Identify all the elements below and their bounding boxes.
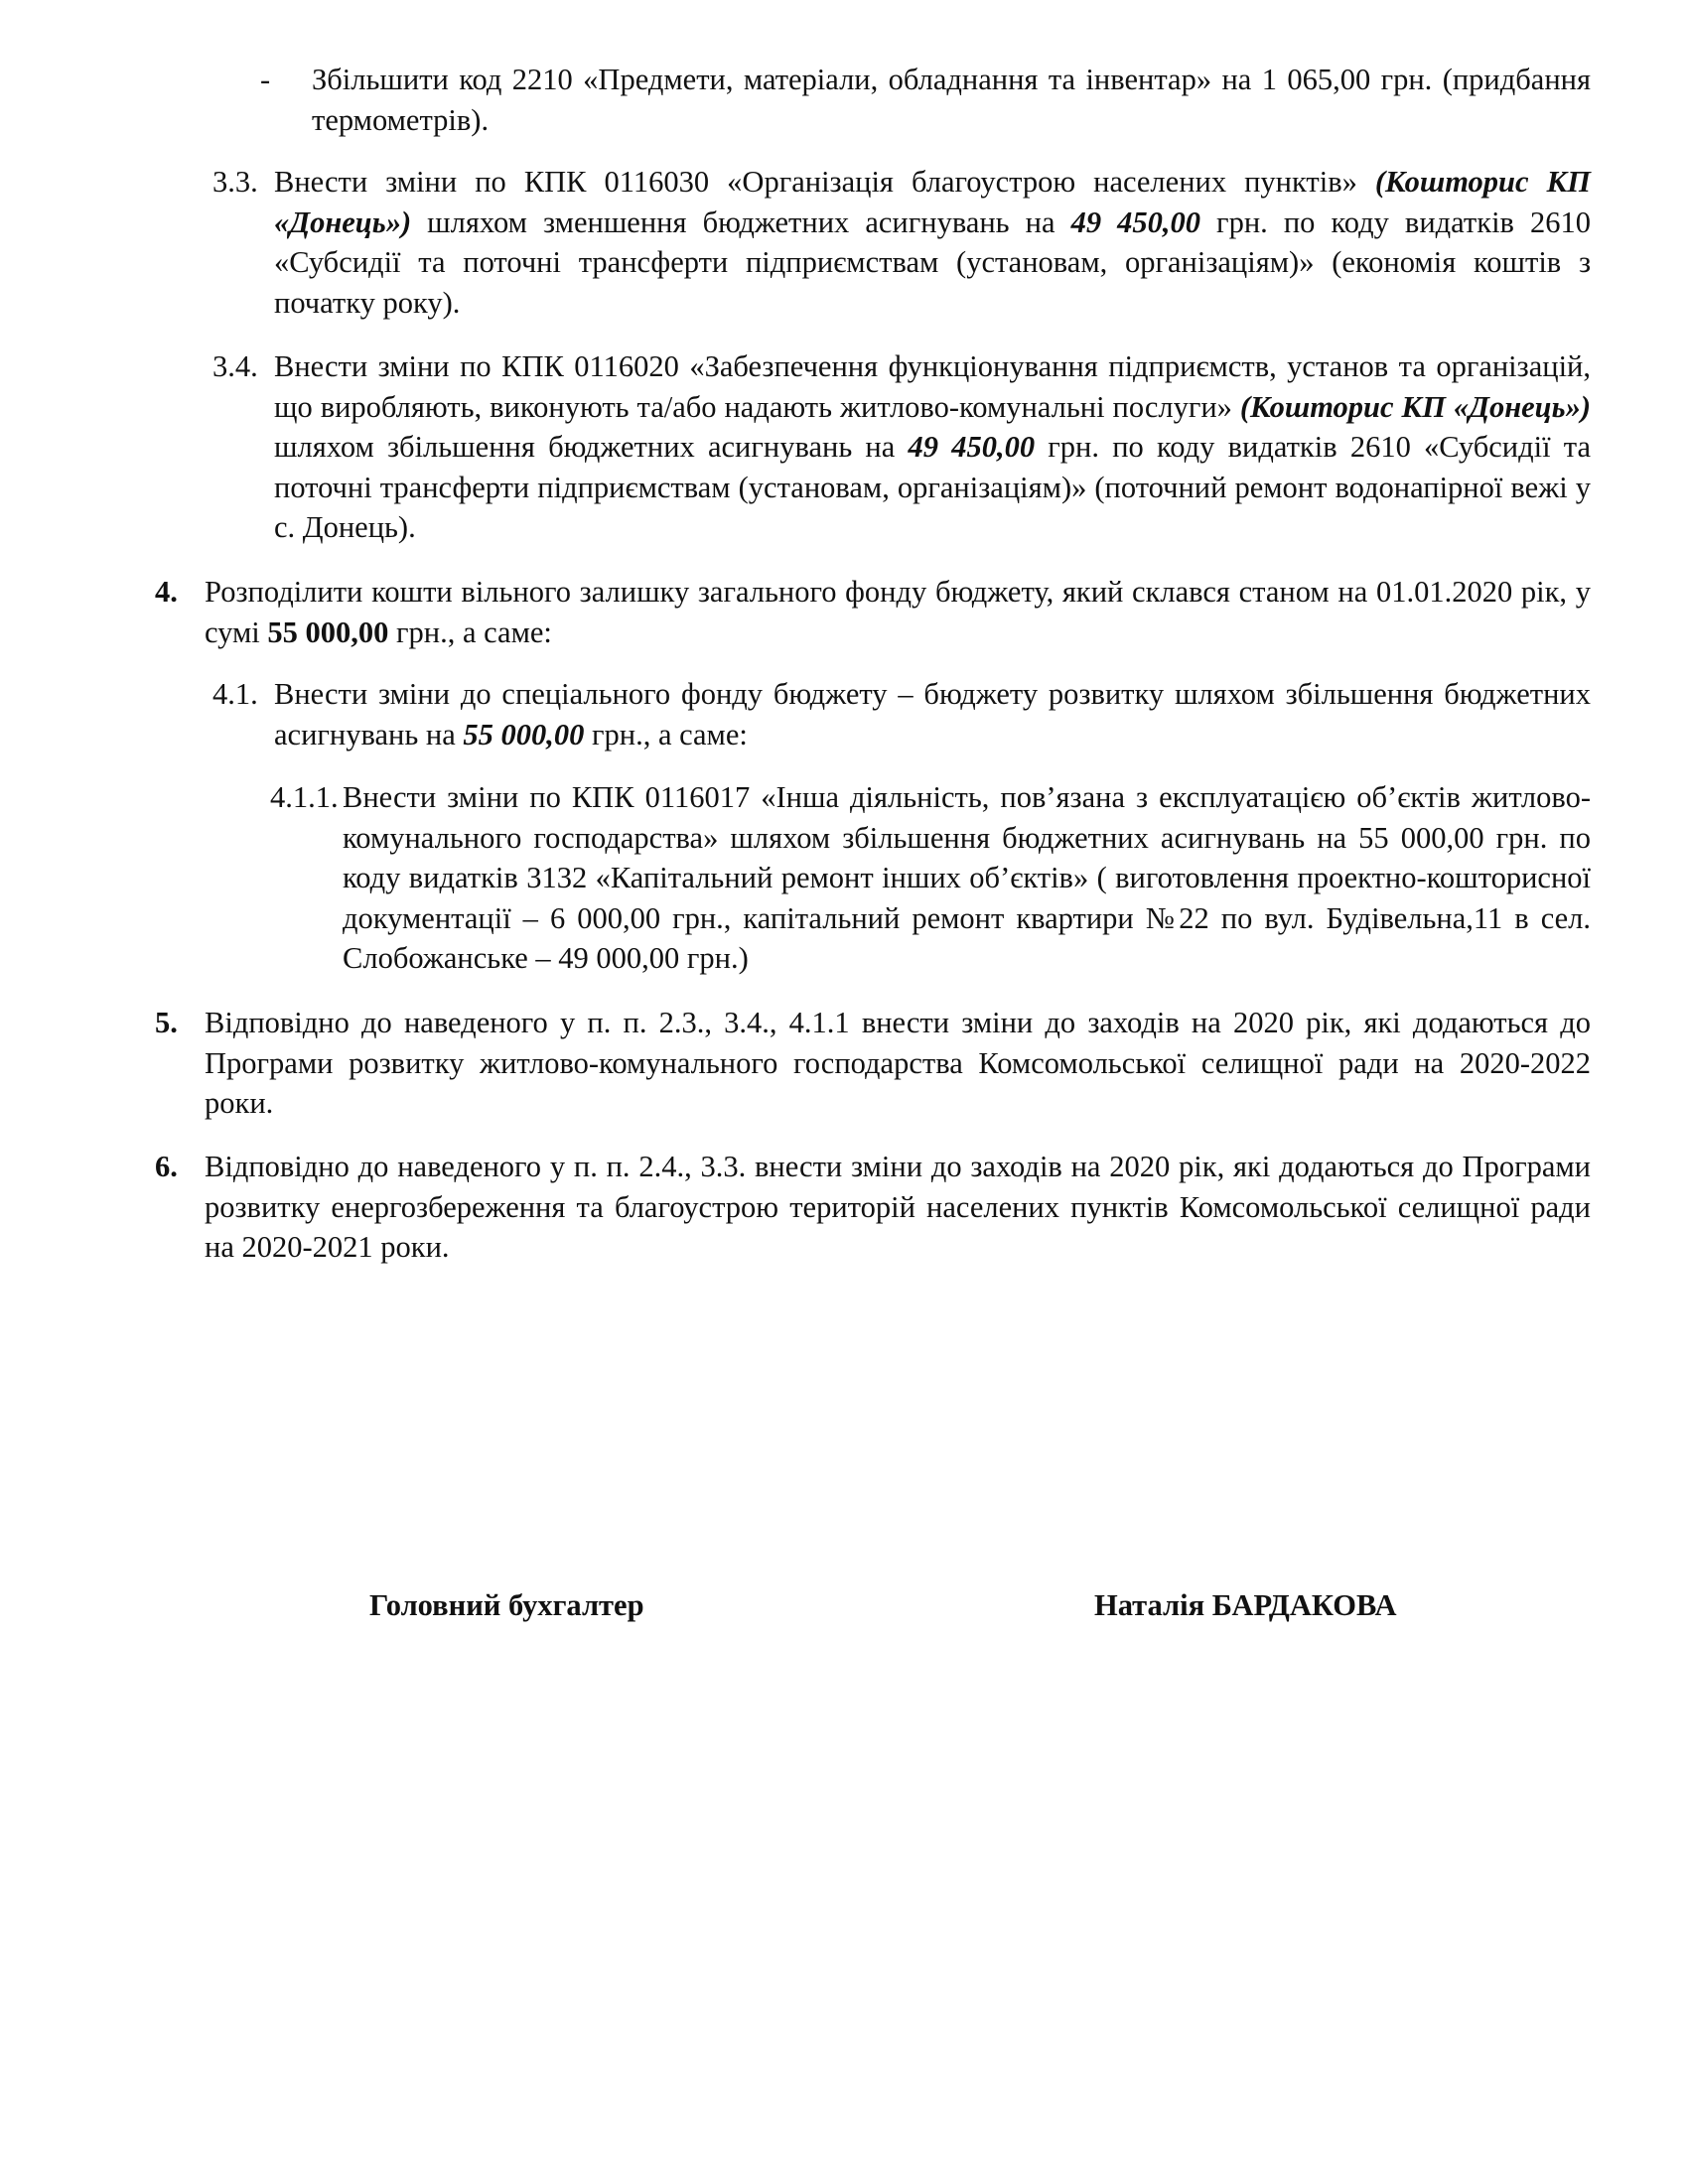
list-item-6 [0,1147,1591,1268]
item-text [205,572,1591,652]
item-text [274,162,1591,323]
item-number: 3.4. [212,349,258,383]
amount: 49 450,00 [1070,205,1200,239]
signature-name: Наталія БАРДАКОВА [1094,1588,1397,1622]
text-run: грн., а саме: [584,717,748,751]
item-number: 4.1. [212,677,258,711]
item-text: Відповідно до наведеного у п. п. 2.4., 3.3. внести зміни до заходів на 2020 рік, які додаються до Програми розвитку енергозбереження та благоустрою територій населених пунктів Комсомольської селищної ради на 2020-2021 роки. [205,1150,1591,1264]
text-run: Розподілити кошти вільного залишку загального фонду бюджету, який склався станом на 01.01.2020 рік, у сумі [205,575,1591,649]
text-run: шляхом зменшення бюджетних асигнувань на [411,205,1071,239]
list-item-3-3 [0,162,1591,323]
list-item-4-1-1 [0,777,1591,979]
text-run: Внести зміни по КПК 0116020 «Забезпечення функціонування підприємств, установ та організацій, що виробляють, виконують та/або надають житлово-комунальні послуги» [274,349,1591,424]
item-number: 6. [155,1150,178,1183]
dash-marker: - [260,63,271,96]
signature-position: Головний бухгалтер [369,1588,644,1622]
text-run: грн., а саме: [388,614,552,649]
amount: 49 450,00 [908,430,1036,464]
list-item-3-4 [0,346,1591,548]
text-run: шляхом збільшення бюджетних асигнувань на [274,430,909,464]
item-number: 4. [155,575,178,609]
item-number: 3.3. [212,165,258,199]
text-run: Внести зміни по КПК 0116030 «Організація благоустрою населених пунктів» [274,165,1375,199]
text-run: Внести зміни до спеціального фонду бюджету – бюджету розвитку шляхом збільшення бюджетних асигнувань на [274,677,1591,751]
item-text: Відповідно до наведеного у п. п. 2.3., 3.4., 4.1.1 внести зміни до заходів на 2020 рік, які додаються до Програми розвитку житлово-комунального господарства Комсомольської селищної ради на 2020-2022 роки. [205,1006,1591,1120]
list-item-dash [0,60,1591,140]
item-number: 4.1.1. [270,780,339,814]
text-run: грн. по коду видатків 2610 «Субсидії та поточні трансферти підприємствам (установам, організаціям)» (поточний ремонт водонапірної вежі у с. Донець). [274,430,1591,544]
item-number: 5. [155,1006,178,1039]
list-item-4-1 [0,674,1591,754]
item-text: Внести зміни по КПК 0116017 «Інша діяльність, пов’язана з експлуатацією об’єктів житлово-комунального господарства» шляхом збільшення бюджетних асигнувань на 55 000,00 грн. по коду видатків 3132 «Капітальний ремонт інших об’єктів» ( виготовлення проектно-кошторисної документації – 6 000,00 грн., капітальний ремонт квартири №22 по вул. Будівельна,11 в сел. Слобожанське – 49 000,00 грн.) [343,780,1591,975]
text-run: грн. по коду видатків 2610 «Субсидії та поточні трансферти підприємствам (установам, організаціям)» (економія коштів з початку року). [274,205,1591,320]
item-text [274,674,1591,754]
amount: 55 000,00 [463,717,585,751]
list-item-5 [0,1003,1591,1124]
budget-name: (Кошторис КП «Донець») [274,165,1591,239]
dash-text: Збільшити код 2210 «Предмети, матеріали, обладнання та інвентар» на 1 065,00 грн. (придбання термометрів). [312,63,1591,137]
list-item-4 [0,572,1591,652]
amount: 55 000,00 [267,614,389,649]
item-text [274,346,1591,548]
budget-name: (Кошторис КП «Донець») [1239,389,1591,424]
